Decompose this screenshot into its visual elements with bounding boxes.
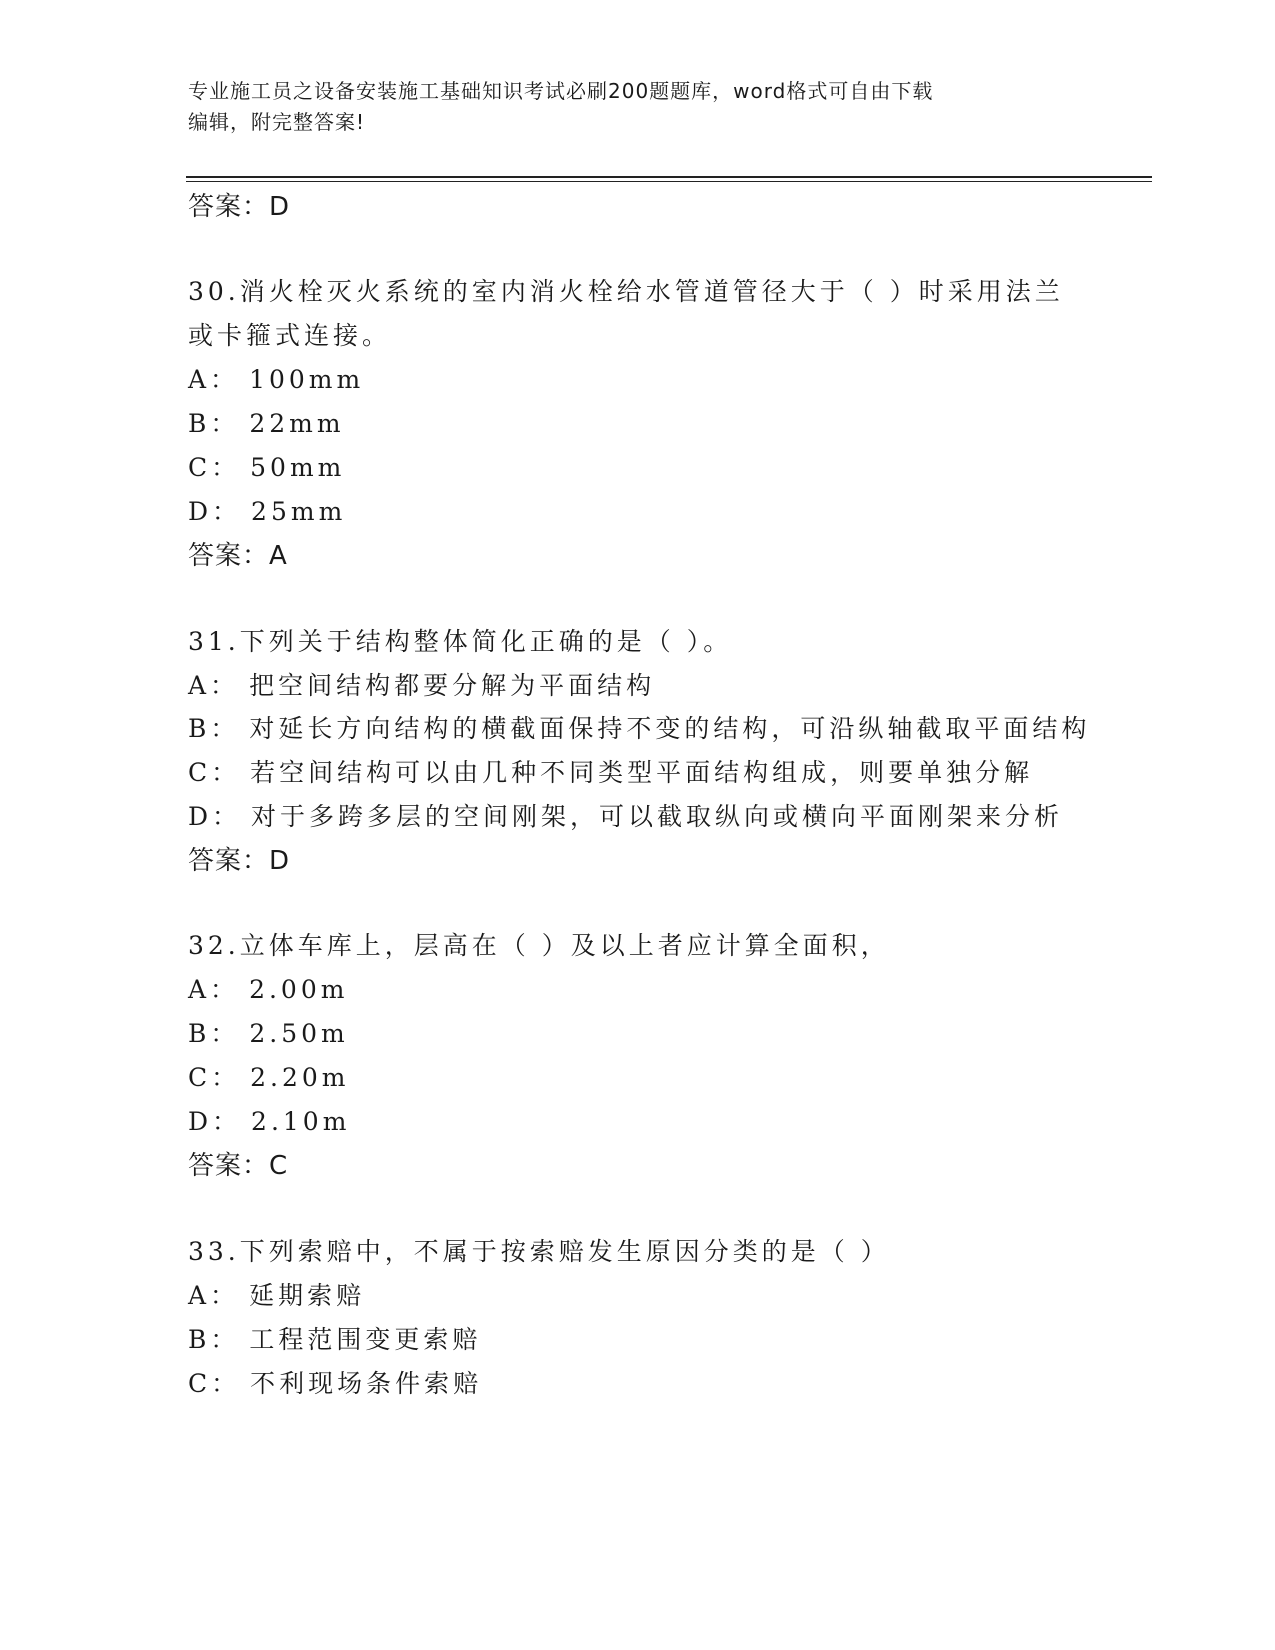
option-text: 延期索赔	[249, 1281, 366, 1310]
option-label: B：	[188, 409, 240, 438]
question-33-option-b	[188, 1320, 481, 1356]
question-32-answer: 答案：C	[188, 1151, 289, 1181]
option-label: C：	[188, 1369, 241, 1398]
option-label: C：	[188, 453, 241, 482]
option-label: D：	[188, 802, 242, 831]
option-label: D：	[188, 1107, 242, 1136]
question-33-stem-line1: 33.下列索赔中，不属于按索赔发生原因分类的是（ ）	[188, 1237, 890, 1266]
question-33-option-a	[188, 1276, 365, 1312]
option-text: 100mm	[249, 365, 365, 394]
option-text: 25mm	[251, 497, 347, 526]
option-text: 若空间结构可以由几种不同类型平面结构组成，则要单独分解	[250, 758, 1034, 787]
option-text: 对于多跨多层的空间刚架，可以截取纵向或横向平面刚架来分析	[251, 802, 1064, 831]
option-text: 不利现场条件索赔	[250, 1369, 483, 1398]
question-32-stem-line1: 32.立体车库上，层高在（ ）及以上者应计算全面积，	[188, 931, 890, 960]
option-label: A：	[188, 365, 240, 394]
option-label: C：	[188, 1063, 241, 1092]
option-label: B：	[188, 714, 240, 743]
question-32-option-b	[188, 1014, 349, 1050]
answer-previous: 答案：D	[188, 192, 291, 222]
option-text: 2.10m	[251, 1107, 351, 1136]
question-30-option-b	[188, 404, 345, 440]
question-33-option-c	[188, 1364, 482, 1400]
option-text: 对延长方向结构的横截面保持不变的结构，可沿纵轴截取平面结构	[249, 714, 1091, 743]
question-32-option-d	[188, 1102, 350, 1138]
header-divider-thin	[186, 181, 1152, 182]
question-30-option-a	[188, 360, 364, 396]
option-label: A：	[188, 1281, 240, 1310]
question-31-answer: 答案：D	[188, 846, 291, 876]
option-text: 工程范围变更索赔	[249, 1325, 482, 1354]
question-30-answer: 答案：A	[188, 541, 288, 571]
question-31-option-d	[188, 797, 1063, 833]
header-title-line2: 编辑，附完整答案!	[188, 110, 366, 134]
document-header	[188, 76, 1068, 138]
question-32-option-c	[188, 1058, 350, 1094]
question-31-option-a	[188, 666, 655, 702]
option-text: 22mm	[249, 409, 345, 438]
option-label: A：	[188, 975, 240, 1004]
question-32-option-a	[188, 970, 348, 1006]
question-30-option-c	[188, 448, 345, 484]
header-divider-thick	[186, 176, 1152, 178]
option-label: D：	[188, 497, 242, 526]
option-text: 2.00m	[249, 975, 349, 1004]
option-text: 2.50m	[249, 1019, 349, 1048]
option-label: C：	[188, 758, 241, 787]
question-31-option-b	[188, 709, 1090, 745]
question-31-stem-line1: 31.下列关于结构整体简化正确的是（ ）。	[188, 627, 733, 656]
option-text: 50mm	[250, 453, 346, 482]
question-31-option-c	[188, 753, 1033, 789]
option-text: 2.20m	[250, 1063, 350, 1092]
question-30-stem-line2: 或卡箍式连接。	[188, 321, 392, 350]
question-30-stem-line1: 30.消火栓灭火系统的室内消火栓给水管道管径大于（ ）时采用法兰	[188, 277, 1064, 306]
option-label: B：	[188, 1325, 240, 1354]
option-label: B：	[188, 1019, 240, 1048]
question-30-option-d	[188, 492, 346, 528]
header-title-line1: 专业施工员之设备安装施工基础知识考试必刷200题题库，word格式可自由下载	[188, 79, 934, 103]
option-label: A：	[188, 671, 240, 700]
option-text: 把空间结构都要分解为平面结构	[249, 671, 656, 700]
